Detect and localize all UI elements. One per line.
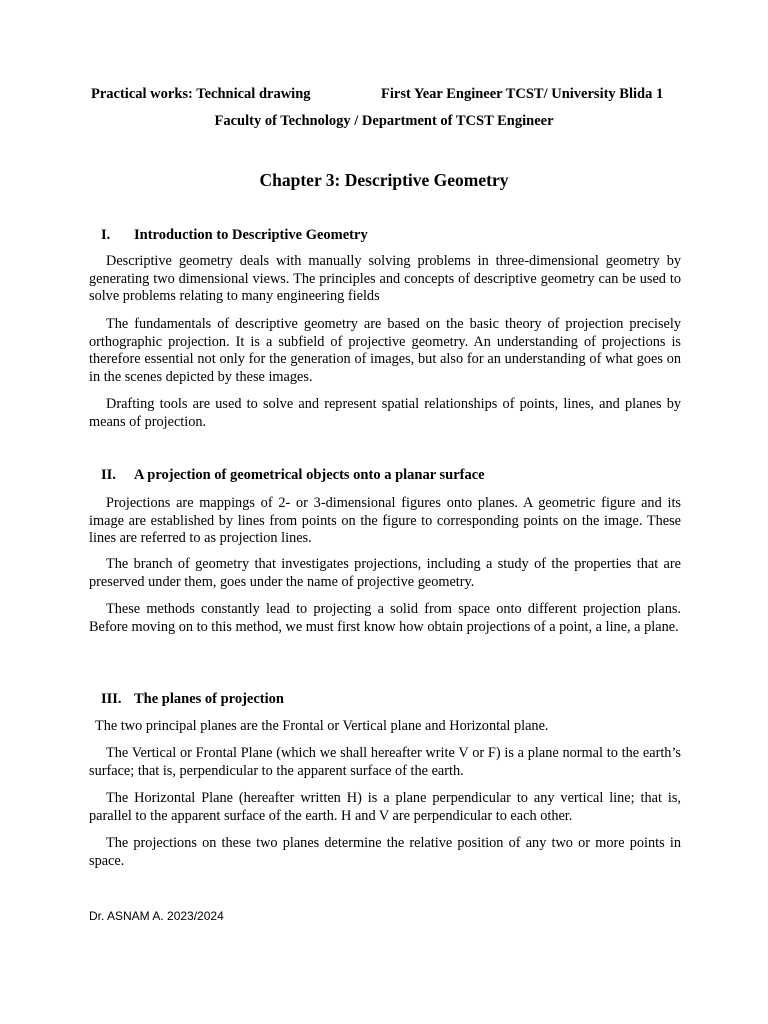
page-footer: Dr. ASNAM A. 2023/2024 bbox=[89, 909, 224, 923]
paragraph: The two principal planes are the Frontal or Vertical plane and Horizontal plane. bbox=[95, 718, 549, 734]
section-number: II. bbox=[101, 467, 116, 483]
paragraph: Descriptive geometry deals with manually solving problems in three-dimensional geometry by generating two dimensional views. The principles and concepts of descriptive geometry can be used to solve problems relating to many engineering fields bbox=[89, 253, 681, 304]
paragraph: The projections on these two planes determine the relative position of any two or more points in space. bbox=[89, 835, 681, 869]
paragraph: The Vertical or Frontal Plane (which we shall hereafter write V or F) is a plane normal to the earth’s surface; that is, perpendicular to the apparent surface of the earth. bbox=[89, 745, 681, 779]
section-number: I. bbox=[101, 227, 111, 243]
section-heading-1 bbox=[101, 227, 368, 244]
paragraph: Projections are mappings of 2- or 3-dimensional figures onto planes. A geometric figure and its image are established by lines from points on the figure to corresponding points on the image. These lines are referred to as projection lines. bbox=[89, 495, 681, 546]
paragraph: The Horizontal Plane (hereafter written H) is a plane perpendicular to any vertical line; that is, parallel to the apparent surface of the earth. H and V are perpendicular to each other. bbox=[89, 790, 681, 824]
paragraph: These methods constantly lead to projecting a solid from space onto different projection plans. Before moving on to this method, we must first know how obtain projections of a point, a line, a plane. bbox=[89, 601, 681, 635]
section-number: III. bbox=[101, 691, 122, 707]
section-title: The planes of projection bbox=[134, 691, 284, 707]
section-title: A projection of geometrical objects onto a planar surface bbox=[134, 467, 485, 483]
section-title: Introduction to Descriptive Geometry bbox=[134, 227, 368, 243]
section-heading-2 bbox=[101, 467, 485, 484]
paragraph: Drafting tools are used to solve and represent spatial relationships of points, lines, and planes by means of projection. bbox=[89, 396, 681, 430]
header-faculty: Faculty of Technology / Department of TCST Engineer bbox=[214, 113, 554, 129]
chapter-title: Chapter 3: Descriptive Geometry bbox=[259, 170, 509, 190]
paragraph: The fundamentals of descriptive geometry are based on the basic theory of projection precisely orthographic projection. It is a subfield of projective geometry. An understanding of projections is therefore essential not only for the generation of images, but also for an understanding of what goes on in the scenes depicted by these images. bbox=[89, 316, 681, 385]
paragraph: The branch of geometry that investigates projections, including a study of the properties that are preserved under them, goes under the name of projective geometry. bbox=[89, 556, 681, 590]
section-heading-3 bbox=[101, 691, 284, 708]
header-course: Practical works: Technical drawing bbox=[91, 86, 311, 102]
header-institution: First Year Engineer TCST/ University Blida 1 bbox=[381, 86, 664, 102]
